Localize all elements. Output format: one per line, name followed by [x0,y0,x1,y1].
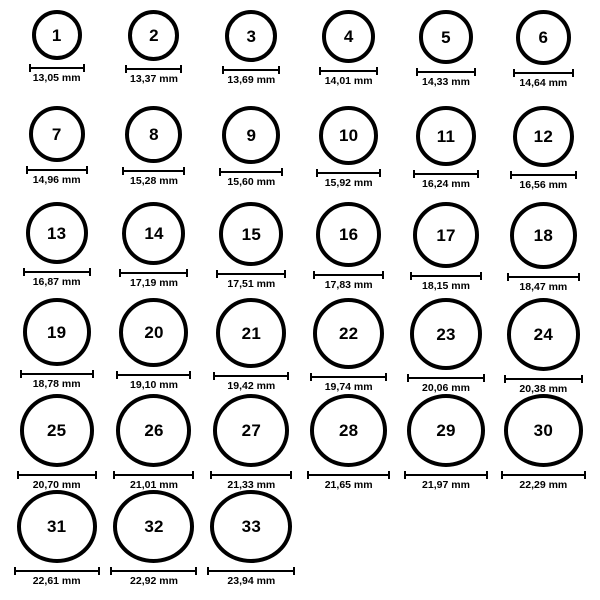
ring-circle [313,298,384,369]
measure-bar-line [110,570,197,572]
measure-bar-icon [413,170,479,177]
measure-tick-right [584,471,586,479]
measure-tick-right [183,167,185,175]
measure-bar-icon [513,69,574,76]
measure-tick-left [222,66,224,74]
measure-bar-line [20,373,94,375]
ring-size-label: 20 [144,323,164,342]
ring-diameter-label: 17,51 mm [227,278,276,290]
ring-circle [119,298,188,367]
ring-size-label: 16 [339,225,359,244]
ring-measure [26,166,88,186]
ring-circle [322,10,375,63]
measure-bar-line [510,174,577,176]
ring-diameter-label: 19,74 mm [324,381,373,393]
ring-circle [29,106,85,162]
measure-bar-icon [319,67,378,74]
measure-bar-line [210,474,292,476]
measure-tick-left [14,567,16,575]
measure-tick-right [581,375,583,383]
ring-cell[interactable] [397,394,494,490]
measure-tick-left [507,273,509,281]
ring-cell[interactable] [105,202,202,298]
ring-cell[interactable] [203,106,300,202]
ring-diameter-label: 20,70 mm [32,478,81,491]
ring-size-label: 3 [246,26,257,46]
ring-measure [110,567,197,587]
measure-bar-icon [110,567,197,574]
ring-cell[interactable] [300,10,397,106]
measure-tick-left [20,370,22,378]
ring-diameter-label: 21,97 mm [422,478,470,491]
measure-bar-icon [222,66,280,73]
measure-bar-line [125,68,182,70]
measure-bar-icon [316,169,381,176]
ring-circle [23,298,91,366]
measure-bar-icon [23,268,91,275]
measure-tick-left [210,471,212,479]
ring-cell[interactable] [495,298,592,394]
ring-circle [504,394,583,467]
ring-diameter-label: 22,92 mm [130,574,178,587]
ring-size-label: 22 [339,324,359,343]
ring-size-label: 8 [149,125,159,144]
ring-measure [116,371,191,391]
ring-diameter-label: 21,01 mm [130,478,178,491]
measure-bar-icon [125,65,182,72]
ring-size-label: 28 [339,420,359,440]
ring-diameter-label: 22,29 mm [519,478,568,491]
ring-circle [419,10,473,64]
ring-diameter-label: 22,61 mm [32,574,81,587]
ring-measure [413,170,479,190]
ring-circle [510,202,577,269]
measure-tick-right [483,374,485,382]
measure-bar-line [316,172,381,174]
ring-size-label: 31 [47,516,67,536]
measure-tick-left [26,166,28,174]
measure-tick-right [186,269,188,277]
measure-tick-left [410,272,412,280]
ring-cell[interactable] [203,394,300,490]
measure-tick-left [207,567,209,575]
ring-diameter-label: 16,87 mm [32,276,81,288]
ring-diameter-label: 16,56 mm [519,179,568,191]
ring-size-label: 6 [538,28,549,47]
measure-bar-icon [510,171,577,178]
ring-cell[interactable] [105,298,202,394]
measure-bar-icon [26,166,88,173]
ring-circle [213,394,289,467]
measure-tick-right [572,69,574,77]
ring-measure [407,374,485,394]
measure-tick-left [501,471,503,479]
ring-measure [307,471,390,491]
ring-circle [513,106,574,167]
ring-size-label: 15 [241,224,261,244]
measure-bar-line [410,275,482,277]
measure-tick-left [17,471,19,479]
ring-measure [23,268,91,288]
ring-measure [20,370,94,390]
ring-measure [17,471,97,491]
ring-cell[interactable] [105,394,202,490]
ring-diameter-label: 17,83 mm [324,279,373,291]
ring-diameter-label: 16,24 mm [422,178,470,190]
measure-bar-line [507,276,580,278]
measure-tick-right [290,471,292,479]
ring-circle [319,106,378,165]
ring-circle [17,490,97,563]
measure-tick-left [219,168,221,176]
ring-measure [125,65,182,85]
measure-bar-line [307,474,390,476]
ring-size-label: 26 [144,420,164,440]
ring-circle [122,202,185,265]
ring-cell[interactable] [300,202,397,298]
measure-tick-left [413,170,415,178]
ring-circle [32,10,82,60]
ring-measure [222,66,280,86]
ring-diameter-label: 23,94 mm [227,574,276,587]
ring-measure [213,372,289,392]
measure-tick-right [287,372,289,380]
ring-grid [8,10,592,586]
measure-tick-right [180,65,182,73]
measure-bar-icon [207,567,295,574]
measure-bar-line [310,376,387,378]
ring-size-label: 4 [343,27,354,46]
measure-bar-icon [313,271,384,278]
ring-diameter-label: 20,38 mm [519,382,568,395]
ring-size-label: 13 [47,223,67,243]
measure-tick-right [98,567,100,575]
measure-bar-line [413,173,479,175]
ring-measure [119,269,188,289]
measure-bar-icon [113,471,194,478]
measure-tick-right [284,270,286,278]
measure-tick-right [195,567,197,575]
ring-circle [222,106,280,164]
measure-bar-line [501,474,586,476]
measure-bar-line [119,272,188,274]
measure-tick-left [213,372,215,380]
measure-tick-left [119,269,121,277]
measure-tick-right [83,64,85,72]
measure-bar-icon [119,269,188,276]
ring-cell[interactable] [495,10,592,106]
ring-diameter-label: 15,92 mm [324,177,373,189]
ring-circle [219,202,283,266]
measure-tick-right [379,169,381,177]
measure-tick-left [504,375,506,383]
measure-tick-right [486,471,488,479]
measure-bar-line [207,570,295,572]
measure-tick-left [313,271,315,279]
measure-bar-line [222,69,280,71]
ring-size-label: 25 [47,420,67,440]
measure-bar-icon [307,471,390,478]
ring-diameter-label: 13,37 mm [130,73,178,85]
ring-cell[interactable] [105,106,202,202]
measure-tick-right [376,67,378,75]
ring-measure [216,270,286,290]
ring-diameter-label: 15,60 mm [227,176,276,188]
ring-circle [113,490,194,563]
ring-measure [14,567,100,587]
measure-tick-right [474,68,476,76]
ring-cell[interactable] [8,202,105,298]
measure-tick-left [110,567,112,575]
ring-circle [26,202,88,264]
ring-cell[interactable] [300,394,397,490]
ring-size-label: 17 [436,225,456,245]
measure-bar-line [14,570,100,572]
ring-measure [313,271,384,291]
measure-tick-right [385,373,387,381]
measure-bar-line [407,377,485,379]
ring-circle [216,298,286,368]
ring-measure [416,68,476,88]
measure-bar-line [513,72,574,74]
measure-bar-icon [14,567,100,574]
measure-bar-line [17,474,97,476]
measure-tick-left [513,69,515,77]
ring-size-label: 5 [441,27,451,47]
ring-circle [128,10,179,61]
measure-bar-icon [407,374,485,381]
ring-cell[interactable] [8,298,105,394]
measure-bar-line [416,71,476,73]
ring-size-label: 14 [144,224,164,243]
ring-circle [210,490,292,563]
ring-cell[interactable] [495,202,592,298]
ring-size-label: 1 [51,25,62,45]
measure-bar-line [219,171,283,173]
ring-size-label: 29 [436,420,456,440]
measure-bar-icon [310,373,387,380]
ring-cell[interactable] [8,394,105,490]
measure-bar-icon [501,471,586,478]
ring-diameter-label: 14,01 mm [324,75,373,87]
measure-tick-left [116,371,118,379]
measure-tick-left [316,169,318,177]
ring-diameter-label: 18,47 mm [519,281,568,293]
ring-cell[interactable] [105,10,202,106]
ring-circle [413,202,479,268]
measure-bar-line [213,375,289,377]
ring-diameter-label: 13,05 mm [32,72,81,84]
ring-size-label: 21 [241,323,261,343]
ring-circle [225,10,277,62]
ring-cell[interactable] [105,490,202,586]
measure-bar-icon [17,471,97,478]
measure-tick-right [480,272,482,280]
measure-tick-left [404,471,406,479]
ring-measure [504,375,583,395]
measure-bar-icon [410,272,482,279]
measure-bar-icon [20,370,94,377]
ring-cell[interactable] [8,490,105,586]
ring-diameter-label: 18,15 mm [422,280,470,292]
ring-cell[interactable] [397,106,494,202]
ring-measure [316,169,381,189]
ring-measure [501,471,586,491]
measure-tick-right [477,170,479,178]
ring-circle [410,298,482,370]
measure-bar-line [313,274,384,276]
ring-size-label: 9 [246,125,257,145]
ring-circle [125,106,182,163]
ring-cell[interactable] [203,490,300,586]
ring-circle [416,106,476,166]
measure-bar-icon [122,167,185,174]
measure-tick-right [575,171,577,179]
measure-tick-right [278,66,280,74]
measure-tick-left [125,65,127,73]
ring-measure [510,171,577,191]
ring-size-label: 12 [533,127,553,146]
ring-measure [404,471,488,491]
measure-bar-line [113,474,194,476]
measure-bar-line [404,474,488,476]
ring-diameter-label: 13,69 mm [227,74,276,86]
ring-size-label: 33 [241,516,261,536]
ring-size-label: 23 [436,324,456,344]
ring-cell[interactable] [203,202,300,298]
measure-bar-icon [213,372,289,379]
measure-tick-left [310,373,312,381]
ring-cell[interactable] [397,202,494,298]
measure-tick-right [293,567,295,575]
measure-tick-right [95,471,97,479]
ring-measure [207,567,295,587]
ring-cell[interactable] [300,106,397,202]
ring-cell[interactable] [495,394,592,490]
measure-tick-right [86,166,88,174]
ring-measure [513,69,574,89]
measure-tick-left [29,64,31,72]
measure-tick-left [216,270,218,278]
ring-measure [319,67,378,87]
ring-cell[interactable] [300,298,397,394]
ring-size-label: 19 [47,322,67,342]
measure-bar-icon [29,64,85,71]
ring-diameter-label: 19,10 mm [130,379,178,391]
measure-bar-line [23,271,91,273]
measure-tick-left [113,471,115,479]
ring-size-label: 27 [241,420,261,440]
ring-circle [516,10,571,65]
measure-tick-right [281,168,283,176]
ring-size-label: 7 [51,124,62,144]
ring-measure [507,273,580,293]
ring-size-label: 32 [144,516,164,536]
measure-tick-right [92,370,94,378]
measure-bar-icon [116,371,191,378]
measure-bar-line [319,70,378,72]
measure-tick-left [510,171,512,179]
ring-size-label: 10 [339,126,359,145]
measure-tick-right [388,471,390,479]
ring-circle [507,298,580,371]
ring-diameter-label: 18,78 mm [32,378,81,390]
ring-diameter-label: 20,06 mm [422,382,470,394]
ring-diameter-label: 14,96 mm [32,174,81,186]
measure-tick-right [189,371,191,379]
ring-circle [20,394,94,467]
ring-size-label: 2 [149,26,159,45]
ring-measure [113,471,194,491]
measure-tick-right [89,268,91,276]
ring-diameter-label: 21,33 mm [227,478,276,491]
measure-tick-left [307,471,309,479]
ring-measure [122,167,185,187]
measure-bar-line [116,374,191,376]
ring-size-label: 30 [533,420,553,440]
measure-tick-right [382,271,384,279]
ring-diameter-label: 17,19 mm [130,277,178,289]
ring-circle [310,394,387,467]
measure-bar-icon [504,375,583,382]
measure-bar-icon [404,471,488,478]
ring-circle [116,394,191,467]
ring-size-label: 11 [436,126,456,146]
ring-circle [316,202,381,267]
measure-tick-left [319,67,321,75]
ring-circle [407,394,485,467]
measure-tick-left [407,374,409,382]
ring-cell[interactable] [495,106,592,202]
measure-bar-line [29,67,85,69]
ring-diameter-label: 19,42 mm [227,380,276,392]
measure-tick-left [416,68,418,76]
measure-bar-line [26,169,88,171]
measure-bar-icon [219,168,283,175]
ring-cell[interactable] [8,106,105,202]
measure-tick-left [23,268,25,276]
measure-bar-line [504,378,583,380]
ring-size-label: 24 [533,324,553,344]
ring-measure [410,272,482,292]
measure-bar-icon [216,270,286,277]
ring-diameter-label: 21,65 mm [324,478,373,491]
ring-size-label: 18 [533,226,553,245]
ring-cell[interactable] [8,10,105,106]
ring-measure [219,168,283,188]
measure-bar-icon [507,273,580,280]
ring-diameter-label: 14,64 mm [519,77,568,89]
ring-measure [210,471,292,491]
measure-tick-right [578,273,580,281]
ring-measure [29,64,85,84]
measure-bar-icon [416,68,476,75]
measure-tick-right [192,471,194,479]
measure-bar-line [122,170,185,172]
ring-diameter-label: 15,28 mm [130,175,178,187]
measure-bar-line [216,273,286,275]
measure-tick-left [122,167,124,175]
measure-bar-icon [210,471,292,478]
ring-cell[interactable] [397,10,494,106]
ring-diameter-label: 14,33 mm [422,76,470,88]
ring-cell[interactable] [203,298,300,394]
ring-measure [310,373,387,393]
ring-cell[interactable] [203,10,300,106]
ring-cell[interactable] [397,298,494,394]
